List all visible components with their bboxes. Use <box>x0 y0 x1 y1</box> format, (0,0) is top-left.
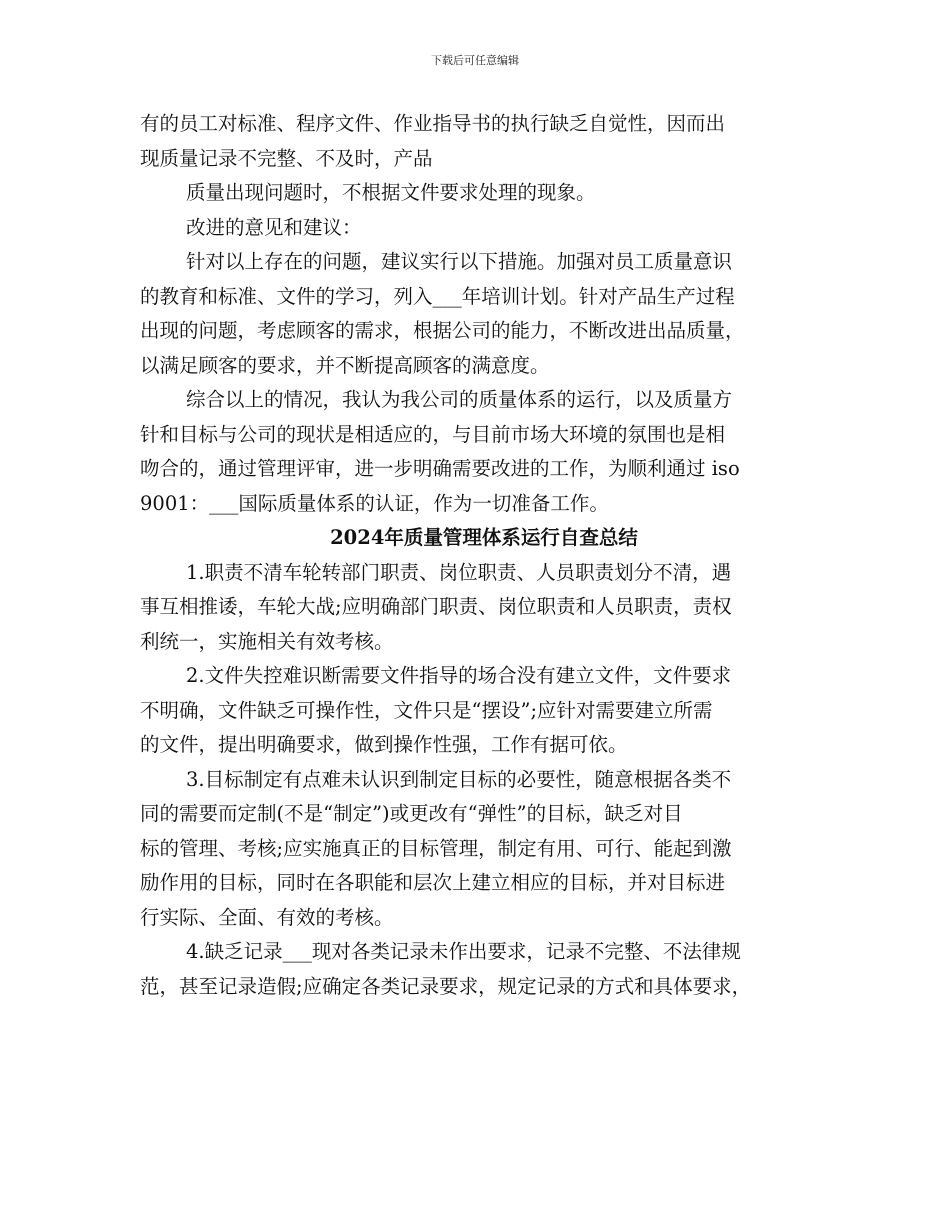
paragraph <box>140 383 820 521</box>
paragraph-line: 综合以上的情况，我认为我公司的质量体系的运行，以及质量方 <box>186 388 733 411</box>
paragraph-line: 现质量记录不完整、不及时，产品 <box>140 146 433 170</box>
paragraph-line: 3.目标制定有点难未认识到制定目标的必要性，随意根据各类不 <box>186 767 732 791</box>
paragraph <box>140 176 820 211</box>
section-title: 2024年质量管理体系运行自查总结 <box>330 526 638 549</box>
paragraph-line: 4.缺乏记录___现对各类记录未作出要求，记录不完整、不法律规 <box>186 940 741 963</box>
paragraph <box>140 556 820 660</box>
paragraph <box>140 763 820 936</box>
paragraphs-before <box>140 107 820 521</box>
paragraph-line: 同的需要而定制(不是“制定”)或更改有“弹性”的目标，缺乏对目 <box>140 802 683 825</box>
document-body <box>140 107 820 1004</box>
paragraph-line: 针对以上存在的问题，建议实行以下措施。加强对员工质量意识 <box>186 250 733 273</box>
paragraph <box>140 245 820 383</box>
paragraph-line: 利统一，实施相关有效考核。 <box>140 629 394 653</box>
paragraph <box>140 211 820 246</box>
paragraph-line: 标的管理、考核;应实施真正的目标管理，制定有用、可行、能起到激 <box>140 836 732 860</box>
paragraph-line: 吻合的，通过管理评审，进一步明确需要改进的工作，为顺利通过 iso <box>140 457 740 480</box>
page-header: 下载后可任意编辑 <box>431 54 519 67</box>
paragraph-line: 不明确，文件缺乏可操作性，文件只是“摆设”;应针对需要建立所需 <box>140 698 713 722</box>
paragraph-line: 以满足顾客的要求，并不断提高顾客的满意度。 <box>140 353 550 377</box>
paragraph <box>140 107 820 176</box>
paragraphs-after <box>140 556 820 1005</box>
paragraph <box>140 659 820 763</box>
paragraph-line: 改进的意见和建议： <box>186 215 362 239</box>
paragraph-line: 质量出现问题时，不根据文件要求处理的现象。 <box>186 181 596 204</box>
paragraph-line: 1.职责不清车轮转部门职责、岗位职责、人员职责划分不清，遇 <box>186 560 732 584</box>
paragraph-line: 的教育和标准、文件的学习，列入___年培训计划。针对产品生产过程 <box>140 284 735 308</box>
paragraph-line: 出现的问题，考虑顾客的需求，根据公司的能力，不断改进出品质量， <box>140 319 745 342</box>
paragraph-line: 2.文件失控难识断需要文件指导的场合没有建立文件，文件要求 <box>186 664 732 687</box>
paragraph-line: 范，甚至记录造假;应确定各类记录要求，规定记录的方式和具体要求， <box>140 974 752 998</box>
paragraph-line: 针和目标与公司的现状是相适应的，与目前市场大环境的氛围也是相 <box>140 422 726 446</box>
paragraph-line: 的文件，提出明确要求，做到操作性强，工作有据可依。 <box>140 733 628 756</box>
paragraph-line: 行实际、全面、有效的考核。 <box>140 905 394 929</box>
paragraph-line: 事互相推诿，车轮大战;应明确部门职责、岗位职责和人员职责，责权 <box>140 595 732 618</box>
paragraph-line: 有的员工对标准、程序文件、作业指导书的执行缺乏自觉性，因而出 <box>140 112 726 135</box>
paragraph-line: 励作用的目标，同时在各职能和层次上建立相应的目标，并对目标进 <box>140 871 726 894</box>
paragraph-line: 9001：___国际质量体系的认证，作为一切准备工作。 <box>140 491 609 515</box>
paragraph <box>140 935 820 1004</box>
